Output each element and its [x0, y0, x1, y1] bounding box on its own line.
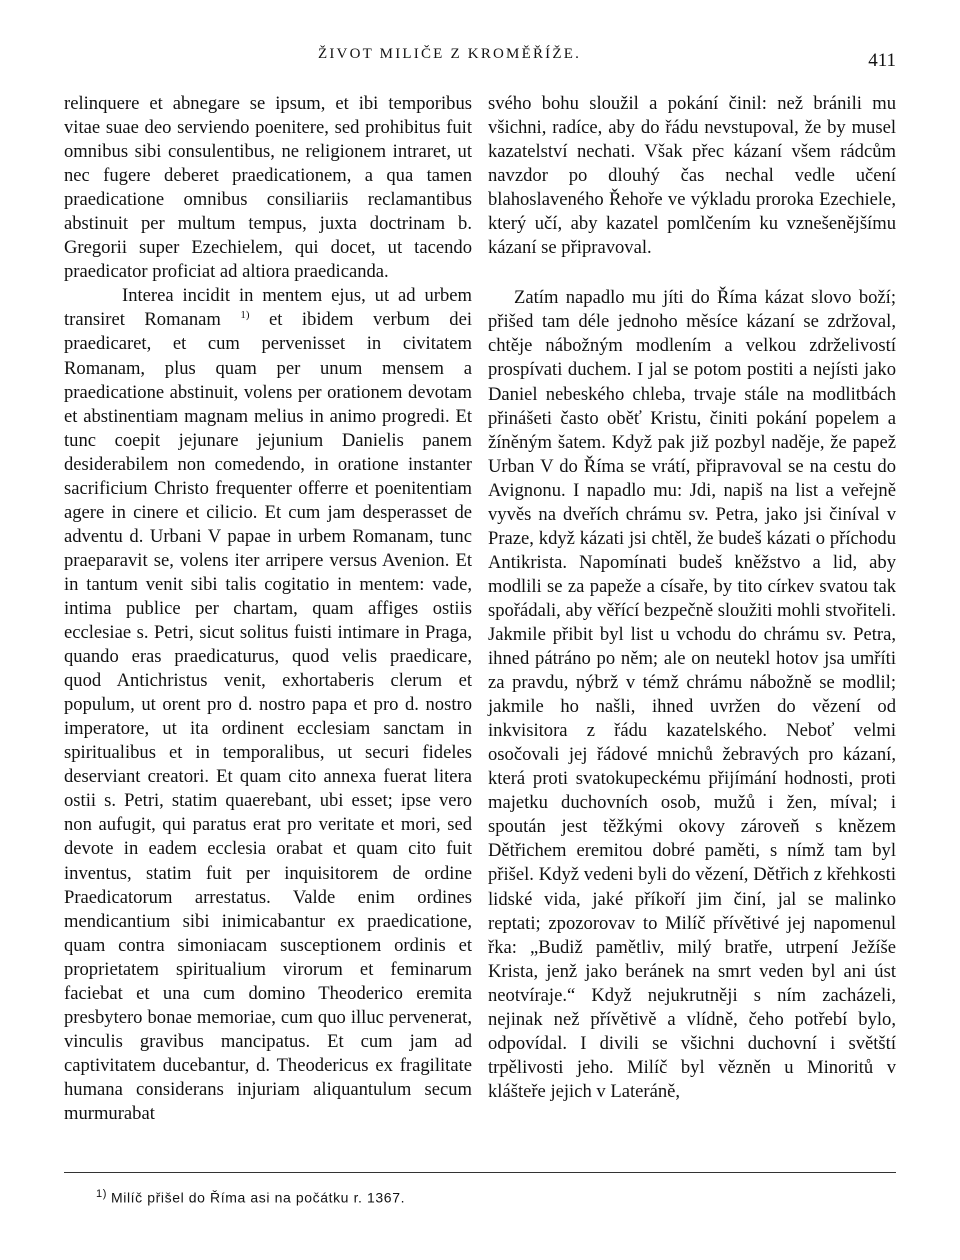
footnote [96, 1188, 405, 1206]
footnote-text: Milíč přišel do Říma asi na počátku r. 1367. [110, 1189, 406, 1206]
page-number: 411 [868, 50, 896, 71]
latin-paragraph-2-start: Interea incidit in mentem ejus, ut ad urbem transiret Romanam [64, 285, 472, 331]
page-header [0, 44, 960, 84]
footnote-reference: 1) [240, 309, 250, 322]
latin-paragraph-1: relinquere et abnegare se ipsum, et ibi temporibus vitae suae deo serviendo poenitere, sed prohibitus fuit omnibus sibi consulentibus, ne religionem intraret, ut nec fugere deberet praedicationem, a qua tamen praedicatione omnibus consiliariis reclamantibus abstinuit per multum tempus, juxta doctrinam b. Gregorii super Ezechielem, qui docet, ut tacendo praedicator proficiat ad altiora praedicanda. [64, 93, 472, 283]
latin-paragraph-2 [64, 284, 472, 1126]
footnote-divider [64, 1172, 896, 1173]
czech-paragraph-2: Zatím napadlo mu jíti do Říma kázat slovo boží; přišed tam déle jednoho měsíce kázaní se zdržoval, chtěje nábožným modlením a velkou zdrželivostí prospívati duchem. I jal se potom postiti a nejísti jako Daniel nebeského chleba, trvaje stále na modlitbách přinášeti často oběť Kristu, činiti pokání popelem a žíněným šatem. Když pak již pozbyl naděje, že papež Urban V do Říma se vrátí, připravoval se na cestu do Avignonu. I napadlo mu: Jdi, napiš na list a veřejně vyvěs na dveřích chrámu sv. Petra, jako jsi činíval v Praze, když kázati jsi chtěl, že budeš kázati o příchodu Antikrista. Napomínati budeš kněžstvo a lid, aby modlili se za papeže a císaře, by tito církev svatou tak spořádali, aby věřící bezpečně sloužiti mohli stvořiteli. Jakmile přibit byl list u vchodu do chrámu sv. Petra, ihned pátráno po něm; ale on neutekl hotov jsa umříti za pravdu, nýbrž v témž chrámu nábožně se modlil; jakmile ho našli, ihned uvržen do vězení od inkvisitora z řádu kazatelského. Neboť velmi osočovali jej řádové mnichů žebravých pro kázaní, která proti svatokupeckému přijímání hodnosti, proti majetku duchovních osob, mužů i žen, míval; i spoután jest těžkými okovy zároveň s knězem Dětřichem eremitou dobré paměti, s nímž tam byl přišel. Když vedeni byli do vězení, Dětřich z křehkosti lidské vida, jaké příkoří jim činí, jal se malinko reptati; zpozorovav to Milíč přívětivé jej napomenul řka: „Budiž pamětliv, milý bratře, utrpení Ježíše Krista, jenž jako beránek na smrt veden byl ani úst neotvíraje.“ Když nejukrutněji s ním zacházeli, nejinak než přívětivě a vlídně, čeho potřebí bylo, odpovídal. I divili se všichni duchovní i světští trpělivosti jeho. Milíč byl vězněn u Minoritů v klášteře jejich v Lateráně, [488, 287, 896, 1102]
czech-column [488, 92, 896, 1104]
latin-column [64, 92, 472, 1126]
footnote-mark: 1) [96, 1188, 107, 1200]
czech-paragraph-1: svého bohu sloužil a pokání činil: než bránili mu všichni, radíce, aby do řádu nevstupoval, že by musel kazatelství nechati. Však přec kázaní všem rádcům navzdor po dlouhý čas nechal vedle učení blahoslaveného Řehoře ve výkladu proroka Ezechiele, který učí, aby kazatel pomlčením ku vznešenějšímu kázaní se připravoval. [488, 93, 896, 259]
latin-paragraph-2-rest: et ibidem verbum dei praedicaret, et cum pervenisset in civitatem Romanam, plus quam per unum mensem a praedicatione abstinuit, volens per orationem devotam et abstinentiam magnam melius in animo progredi. Et tunc coepit jejunare jejunium Danielis panem desiderabilem non comedendo, in oratione instanter sacrificium Christo frequenter offerre et poenitentiam agere in cinere et cilicio. Et cum jam desperasset de adventu d. Urbani V papae in urbem Romanam, tunc praeparavit se, volens iter arripere versus Avenion. Et in tantum venit sibi talis cogitatio in mentem: vade, intima publice per chartam, quam affiges ostiis ecclesiae s. Petri, sicut solitus fuisti intimare in Praga, quando eras praedicaturus, quod velis praedicare, quod Antichristus venit, exhortaberis clerum et populum, ut orent pro d. nostro papa et pro d. nostro imperatore, ut ita ordinent ecclesiam sanctam in spiritualibus et in temporalibus, ut securi fideles deserviant creatori. Et quam cito annexa fuerat litera ostii s. Petri, statim quaerebant, ubi esset; ipse vero non aufugit, qui paratus erat pro veritate et mori, sed devote in eadem ecclesia orabat et quam cito fuit inventus, statim fuit per inquisitorem de ordine Praedicatorum arrestatus. Valde enim ordines mendicantium sibi inimicabantur ex praedicatione, quam contra simoniacam susceptionem ordinis et proprietatem spiritualium virorum et feminarum faciebat et una cum domino Theoderico eremita presbytero bonae memoriae, cum quo illuc pervenerat, vinculis gravibus mancipatus. Et cum jam ad captivitatem ducebantur, d. Theodericus ex fragilitate humana considerans injuriam aliquantulum secum murmurabat [64, 309, 473, 1124]
running-title: ŽIVOT MILIČE Z KROMĚŘÍŽE. [318, 46, 582, 62]
